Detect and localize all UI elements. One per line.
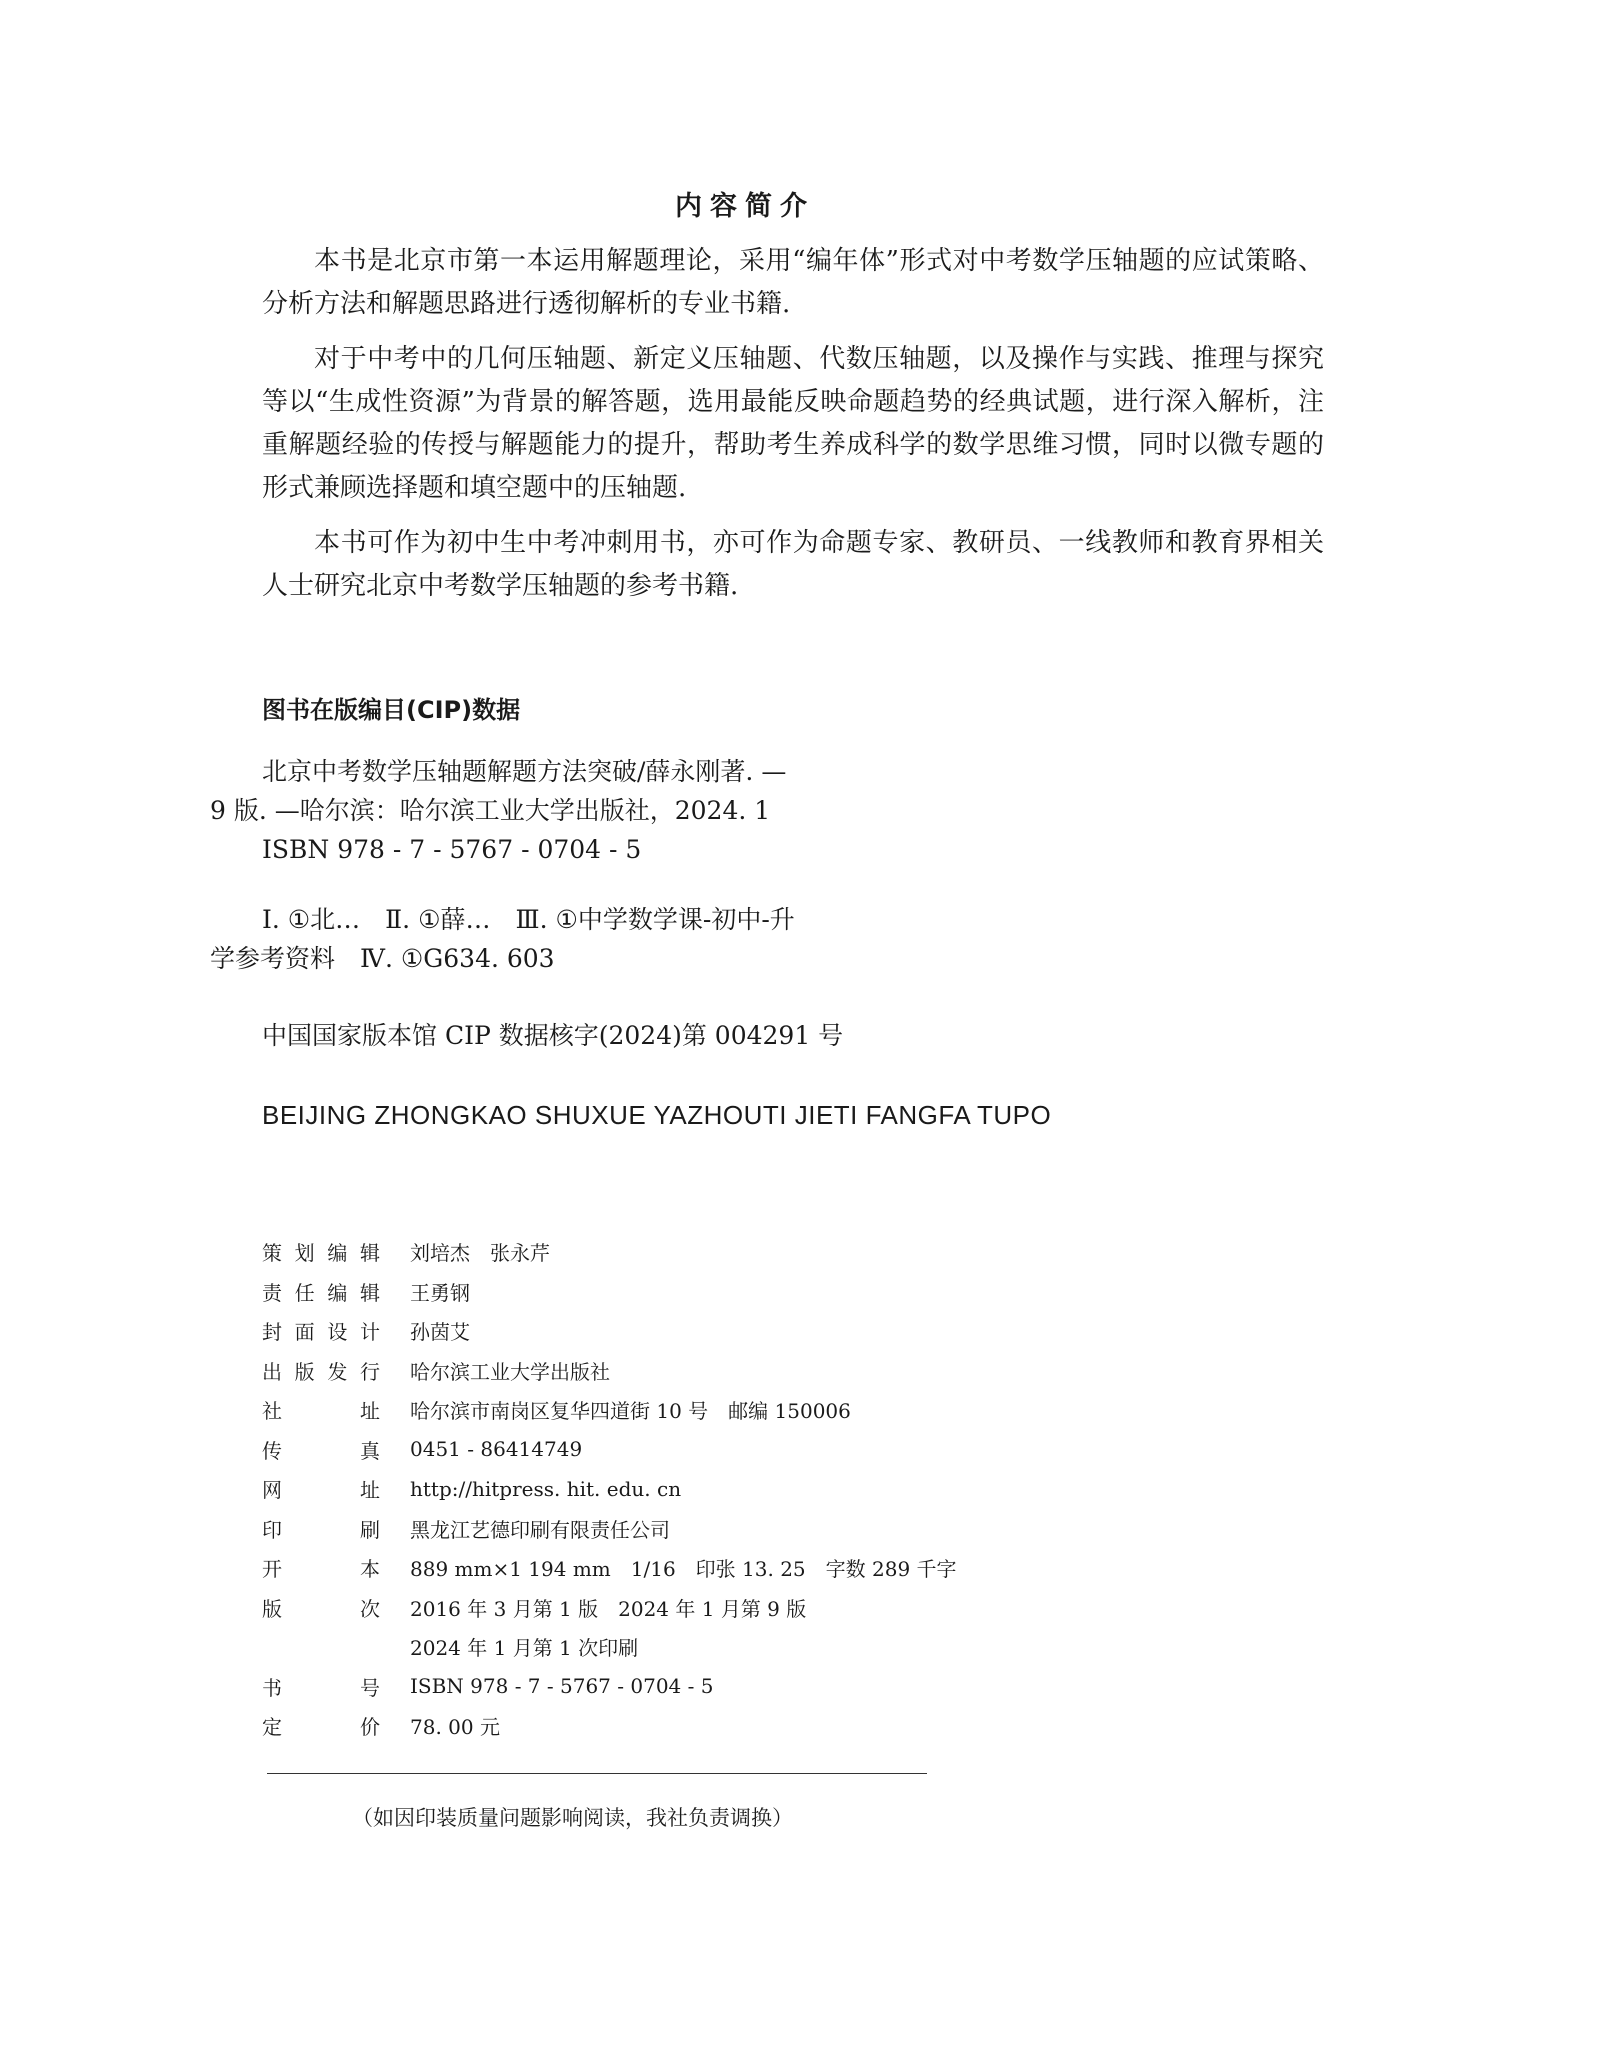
- credit-label: 责 任 编 辑: [262, 1280, 380, 1305]
- credit-label: 印 刷: [262, 1517, 380, 1542]
- credit-row: [262, 1351, 957, 1391]
- credits-table: [262, 1232, 957, 1746]
- credit-label: 封 面 设 计: [262, 1320, 380, 1345]
- intro-paragraph-2: 对于中考中的几何压轴题、新定义压轴题、代数压轴题，以及操作与实践、推理与探究等以“生成性资源”为背景的解答题，选用最能反映命题趋势的经典试题，进行深入解析，注重解题经验的传授与解题能力的提升，帮助考生养成科学的数学思维习惯，同时以微专题的形式兼顾选择题和填空题中的压轴题.: [262, 344, 1324, 503]
- cip-line-isbn: ISBN 978 - 7 - 5767 - 0704 - 5: [262, 835, 642, 864]
- credit-value: 哈尔滨工业大学出版社: [410, 1359, 610, 1384]
- credit-value: 889 mm×1 194 mm 1/16 印张 13. 25 字数 289 千字: [410, 1557, 957, 1582]
- credit-value: 0451 - 86414749: [410, 1437, 583, 1462]
- credit-row: [262, 1232, 957, 1272]
- print-quality-notice: （如因印装质量问题影响阅读，我社负责调换）: [352, 1806, 793, 1830]
- credit-label: 定 价: [262, 1715, 380, 1740]
- credit-label: 策 划 编 辑: [262, 1241, 380, 1266]
- credit-label: 社 址: [262, 1399, 380, 1424]
- credit-row: [262, 1706, 957, 1746]
- credit-value: 哈尔滨市南岗区复华四道街 10 号 邮编 150006: [410, 1399, 851, 1424]
- page-title: 内容简介: [675, 191, 815, 222]
- credit-label: 网 址: [262, 1478, 380, 1503]
- intro-paragraph-3: 本书可作为初中生中考冲刺用书，亦可作为命题专家、教研员、一线教师和教育界相关人士研究北京中考数学压轴题的参考书籍.: [262, 528, 1324, 601]
- credit-row: [262, 1588, 957, 1628]
- intro-section: [262, 240, 1324, 620]
- divider-rule: [267, 1773, 927, 1774]
- cip-line-subjects: Ⅰ. ①北… Ⅱ. ①薛… Ⅲ. ①中学数学课-初中-升: [262, 905, 795, 934]
- credit-value: 黑龙江艺德印刷有限责任公司: [410, 1517, 670, 1542]
- credit-row: [262, 1469, 957, 1509]
- credit-label: 书 号: [262, 1675, 380, 1700]
- cip-classification: [210, 900, 970, 978]
- cip-line-subjects-cont: 学参考资料 Ⅳ. ①G634. 603: [210, 944, 555, 973]
- credit-label: 出 版 发 行: [262, 1359, 380, 1384]
- credit-row: [262, 1390, 957, 1430]
- credit-value: 王勇钢: [410, 1280, 470, 1305]
- cip-verification: 中国国家版本馆 CIP 数据核字(2024)第 004291 号: [262, 1021, 844, 1050]
- credit-row: [262, 1509, 957, 1549]
- credit-row: [262, 1311, 957, 1351]
- credit-label: 开 本: [262, 1557, 380, 1582]
- credit-row: [262, 1430, 957, 1470]
- credit-value: 78. 00 元: [410, 1715, 500, 1740]
- credit-label: 传 真: [262, 1438, 380, 1463]
- credit-value: 2024 年 1 月第 1 次印刷: [410, 1636, 639, 1661]
- credit-row: [262, 1272, 957, 1312]
- credit-value: 2016 年 3 月第 1 版 2024 年 1 月第 9 版: [410, 1596, 807, 1621]
- credit-value: http://hitpress. hit. edu. cn: [410, 1476, 682, 1501]
- credit-row: [262, 1627, 957, 1667]
- credit-value: 孙茵艾: [410, 1320, 470, 1345]
- cip-line-title: 北京中考数学压轴题解题方法突破/薛永刚著. —: [262, 757, 787, 786]
- cip-record: [210, 752, 970, 869]
- pinyin-title: BEIJING ZHONGKAO SHUXUE YAZHOUTI JIETI FANGFA TUPO: [262, 1100, 1052, 1130]
- cip-line-edition: 9 版. —哈尔滨：哈尔滨工业大学出版社，2024. 1: [210, 796, 771, 825]
- cip-heading: 图书在版编目(CIP)数据: [262, 696, 521, 724]
- intro-paragraph-1: 本书是北京市第一本运用解题理论，采用“编年体”形式对中考数学压轴题的应试策略、分析方法和解题思路进行透彻解析的专业书籍.: [262, 246, 1324, 319]
- credit-value: 刘培杰 张永芹: [410, 1241, 550, 1266]
- credit-label: 版 次: [262, 1596, 380, 1621]
- credit-row: [262, 1548, 957, 1588]
- credit-value: ISBN 978 - 7 - 5767 - 0704 - 5: [410, 1674, 714, 1699]
- credit-row: [262, 1667, 957, 1707]
